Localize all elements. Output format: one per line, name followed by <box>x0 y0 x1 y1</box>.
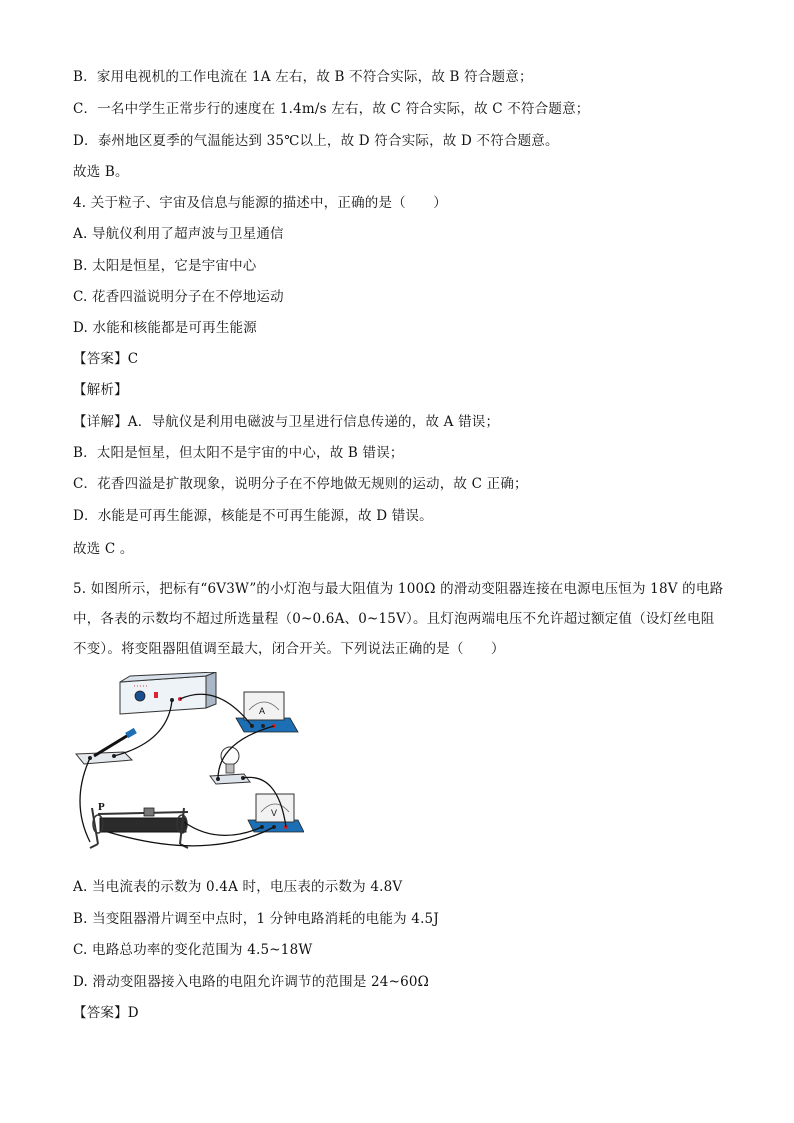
text-line: 故选 B。 <box>73 164 129 180</box>
switch-icon <box>76 728 137 764</box>
option-c: C. 电路总功率的变化范围为 4.5~18W <box>73 942 313 958</box>
option-a: A. 导航仪利用了超声波与卫星通信 <box>73 226 284 242</box>
ammeter-icon <box>236 692 298 732</box>
option-d: D. 滑动变阻器接入电路的电阻允许调节的范围是 24~60Ω <box>73 974 430 990</box>
option-c: C. 花香四溢说明分子在不停地运动 <box>73 289 284 305</box>
voltmeter-label: V <box>270 808 278 818</box>
text-line: B．太阳是恒星，但太阳不是宇宙的中心，故 B 错误； <box>73 445 404 461</box>
circuit-diagram <box>68 672 304 862</box>
option-d: D. 水能和核能都是可再生能源 <box>73 320 257 336</box>
analysis-label: 【解析】 <box>73 382 128 398</box>
text-line: C．花香四溢是扩散现象，说明分子在不停地做无规则的运动，故 C 正确； <box>73 476 528 492</box>
question-5-stem: 中，各表的示数均不超过所选量程（0~0.6A、0~15V）。且灯泡两端电压不允许超过额定值（设灯丝电阻 <box>73 611 715 627</box>
rheostat-icon <box>90 801 188 848</box>
answer-label: 【答案】C <box>73 351 139 367</box>
option-b: B. 太阳是恒星，它是宇宙中心 <box>73 258 257 274</box>
option-a: A. 当电流表的示数为 0.4A 时，电压表的示数为 4.8V <box>73 879 403 895</box>
slider-label: P <box>98 801 105 813</box>
answer-label: 【答案】D <box>73 1005 139 1021</box>
question-5-stem: 5. 如图所示，把标有“6V3W”的小灯泡与最大阻值为 100Ω 的滑动变阻器连接在电源电压恒为 18V 的电路 <box>73 581 724 597</box>
text-line: D．水能是可再生能源，核能是不可再生能源，故 D 错误。 <box>73 508 433 524</box>
text-line: C．一名中学生正常步行的速度在 1.4m/s 左右，故 C 符合实际，故 C 不符合题意； <box>73 101 590 117</box>
option-b: B. 当变阻器滑片调至中点时，1 分钟电路消耗的电能为 4.5J <box>73 911 439 927</box>
text-line: 故选 C 。 <box>73 541 134 557</box>
question-4-stem: 4. 关于粒子、宇宙及信息与能源的描述中，正确的是（ ） <box>73 195 447 211</box>
text-line: D．泰州地区夏季的气温能达到 35℃以上，故 D 符合实际，故 D 不符合题意。 <box>73 133 559 149</box>
text-line: B．家用电视机的工作电流在 1A 左右，故 B 不符合实际，故 B 符合题意； <box>73 69 533 85</box>
power-supply-icon <box>120 672 216 714</box>
question-5-stem: 不变）。将变阻器阻值调至最大，闭合开关。下列说法正确的是（ ） <box>73 641 505 657</box>
ammeter-label: A <box>258 706 266 716</box>
text-line: 【详解】A．导航仪是利用电磁波与卫星进行信息传递的，故 A 错误； <box>73 414 500 430</box>
voltmeter-icon <box>248 794 304 832</box>
